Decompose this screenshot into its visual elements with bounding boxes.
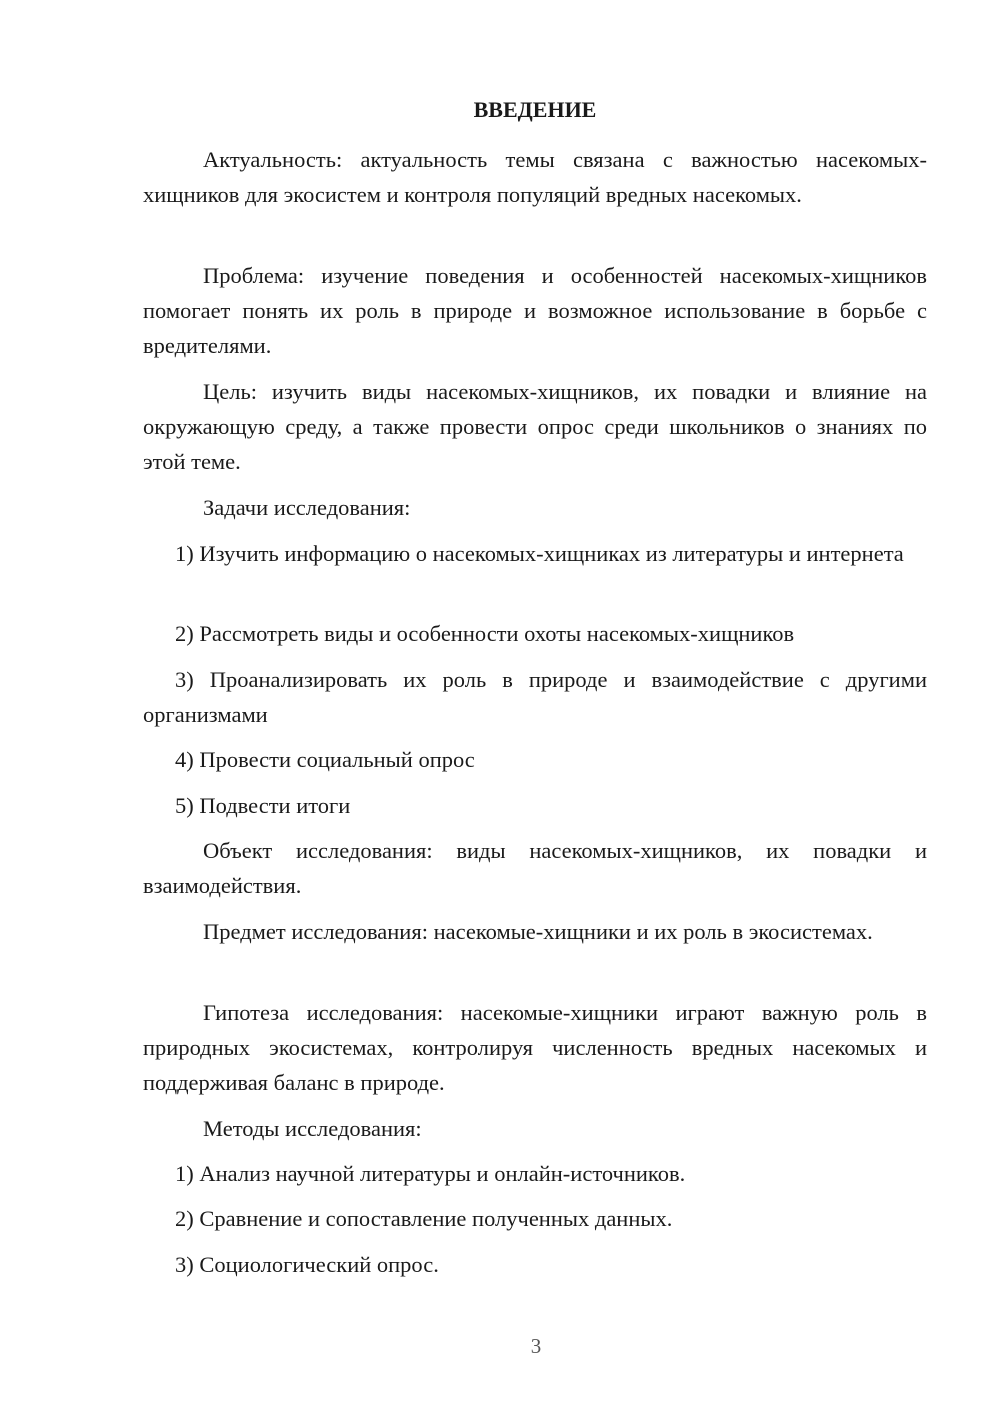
page-title: ВВЕДЕНИЕ [473,97,597,122]
subject-paragraph: Предмет исследования: насекомые-хищники и их роль в экосистемах. [203,919,873,944]
hypothesis-paragraph: Гипотеза исследования: насекомые-хищники играют важную роль в природных экосистемах, контролируя численность вредных насекомых и поддерживая баланс в природе. [143,1000,927,1095]
page-number: 3 [530,1334,542,1358]
method-item: 2) Сравнение и сопоставление полученных данных. [175,1206,673,1231]
methods-heading: Методы исследования: [203,1116,422,1141]
method-item: 1) Анализ научной литературы и онлайн-источников. [175,1161,686,1186]
relevance-paragraph: Актуальность: актуальность темы связана с важностью насекомых-хищников для экосистем и контроля популяций вредных насекомых. [143,147,927,207]
tasks-heading: Задачи исследования: [203,495,411,520]
task-item: 5) Подвести итоги [175,793,351,818]
goal-paragraph: Цель: изучить виды насекомых-хищников, их повадки и влияние на окружающую среду, а также провести опрос среди школьников о знаниях по этой теме. [143,379,927,474]
method-item: 3) Социологический опрос. [175,1252,439,1277]
problem-paragraph: Проблема: изучение поведения и особенностей насекомых-хищников помогает понять их роль в природе и возможное использование в борьбе с вредителями. [143,263,927,358]
object-paragraph: Объект исследования: виды насекомых-хищников, их повадки и взаимодействия. [143,838,927,898]
task-item: 1) Изучить информацию о насекомых-хищниках из литературы и интернета [175,541,904,566]
task-item: 3) Проанализировать их роль в природе и взаимодействие с другими организмами [143,667,927,727]
task-item: 4) Провести социальный опрос [175,747,475,772]
task-item: 2) Рассмотреть виды и особенности охоты насекомых-хищников [175,621,795,646]
